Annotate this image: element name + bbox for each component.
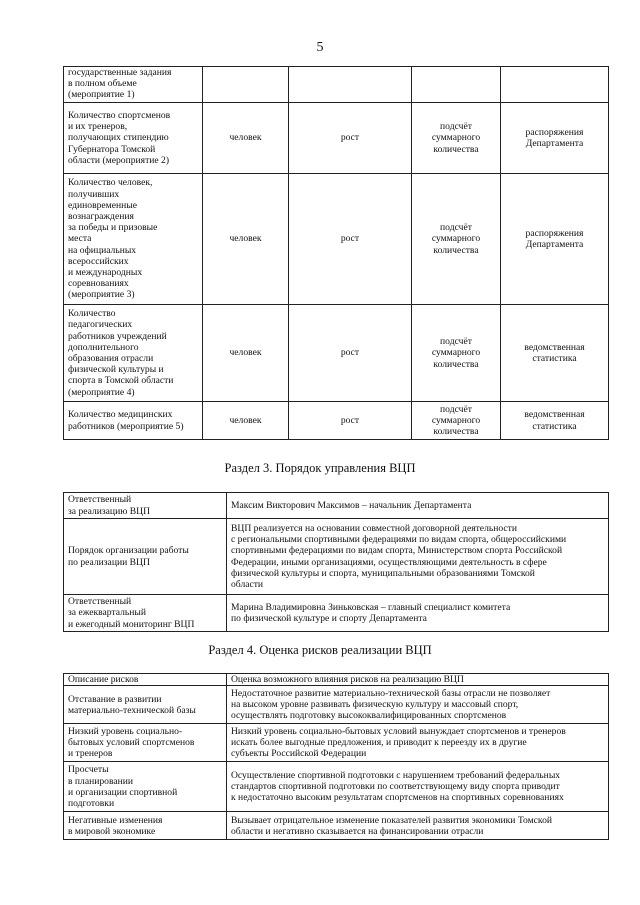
- source-cell: распоряжения Департамента: [501, 103, 609, 174]
- trend-cell: рост: [289, 174, 412, 305]
- method-cell: [412, 67, 501, 103]
- table-row: [64, 174, 609, 305]
- label-cell: Порядок организации работы по реализации ВЦП: [64, 519, 227, 595]
- table-header-row: [64, 674, 609, 686]
- risk-cell: Негативные изменения в мировой экономике: [64, 812, 227, 840]
- label-cell: Ответственный за реализацию ВЦП: [64, 493, 227, 519]
- table-row: [64, 67, 609, 103]
- method-cell: подсчёт суммарного количества: [412, 305, 501, 402]
- table-row: [64, 493, 609, 519]
- value-cell: Максим Викторович Максимов – начальник Департамента: [227, 493, 609, 519]
- impact-cell: Вызывает отрицательное изменение показателей развития экономики Томской области и негативно сказывается на финансировании отрасли: [227, 812, 609, 840]
- header-impact: Оценка возможного влияния рисков на реализацию ВЦП: [227, 674, 609, 686]
- trend-cell: рост: [289, 305, 412, 402]
- indicator-cell: Количество педагогических работников учреждений дополнительного образования отрасли физической культуры и спорта в Томской области (мероприятие 4): [64, 305, 203, 402]
- label-cell: Ответственный за ежеквартальный и ежегодный мониторинг ВЦП: [64, 595, 227, 632]
- indicator-cell: Количество медицинских работников (мероприятие 5): [64, 402, 203, 440]
- indicators-table: [63, 66, 609, 440]
- table-row: [64, 686, 609, 724]
- table-row: [64, 595, 609, 632]
- risk-cell: Низкий уровень социально- бытовых условий спортсменов и тренеров: [64, 724, 227, 762]
- management-table: [63, 492, 609, 632]
- table-row: [64, 519, 609, 595]
- source-cell: [501, 67, 609, 103]
- table-row: [64, 402, 609, 440]
- impact-cell: Осуществление спортивной подготовки с нарушением требований федеральных стандартов спортивной подготовки по соответствующему виду спорта приводит к недостаточно высоким результатам спортсменов на спортивных соревнованиях: [227, 762, 609, 812]
- page-number: 5: [316, 40, 324, 55]
- table-row: [64, 812, 609, 840]
- unit-cell: человек: [203, 103, 289, 174]
- source-cell: ведомственная статистика: [501, 402, 609, 440]
- section-3-title: Раздел 3. Порядок управления ВЦП: [224, 461, 416, 475]
- impact-cell: Недостаточное развитие материально-технической базы отрасли не позволяет на высоком уровне развивать физическую культуру и массовый спорт, осуществлять подготовку высококвалифицированных спортсменов: [227, 686, 609, 724]
- value-cell: Марина Владимировна Зиньковская – главный специалист комитета по физической культуре и спорту Департамента: [227, 595, 609, 632]
- source-cell: ведомственная статистика: [501, 305, 609, 402]
- method-cell: подсчёт суммарного количества: [412, 402, 501, 440]
- trend-cell: рост: [289, 402, 412, 440]
- value-cell: ВЦП реализуется на основании совместной договорной деятельности с региональными спортивными федерациями по видам спорта, общероссийскими спортивными федерациями по видам спорта, Министерством спорта Российской Федерации, иными организациями, осуществляющими деятельность в сфере физической культуры и спорта, муниципальными образованиями Томской области: [227, 519, 609, 595]
- source-cell: распоряжения Департамента: [501, 174, 609, 305]
- unit-cell: человек: [203, 305, 289, 402]
- impact-cell: Низкий уровень социально-бытовых условий вынуждает спортсменов и тренеров искать более выгодные предложения, и приводит к переезду их в другие субъекты Российской Федерации: [227, 724, 609, 762]
- method-cell: подсчёт суммарного количества: [412, 103, 501, 174]
- table-row: [64, 305, 609, 402]
- unit-cell: человек: [203, 402, 289, 440]
- risk-cell: Просчеты в планировании и организации спортивной подготовки: [64, 762, 227, 812]
- unit-cell: человек: [203, 174, 289, 305]
- header-risk: Описание рисков: [64, 674, 227, 686]
- table-row: [64, 103, 609, 174]
- trend-cell: [289, 67, 412, 103]
- unit-cell: [203, 67, 289, 103]
- indicator-cell: Количество человек, получивших единовременные вознаграждения за победы и призовые места на официальных всероссийских и международных соревнованиях (мероприятие 3): [64, 174, 203, 305]
- indicator-cell: Количество спортсменов и их тренеров, получающих стипендию Губернатора Томской области (мероприятие 2): [64, 103, 203, 174]
- risks-table: [63, 673, 609, 840]
- section-4-title: Раздел 4. Оценка рисков реализации ВЦП: [208, 643, 432, 657]
- table-row: [64, 724, 609, 762]
- indicator-cell: государственные задания в полном объеме (мероприятие 1): [64, 67, 203, 103]
- risk-cell: Отставание в развитии материально-технической базы: [64, 686, 227, 724]
- table-row: [64, 762, 609, 812]
- method-cell: подсчёт суммарного количества: [412, 174, 501, 305]
- trend-cell: рост: [289, 103, 412, 174]
